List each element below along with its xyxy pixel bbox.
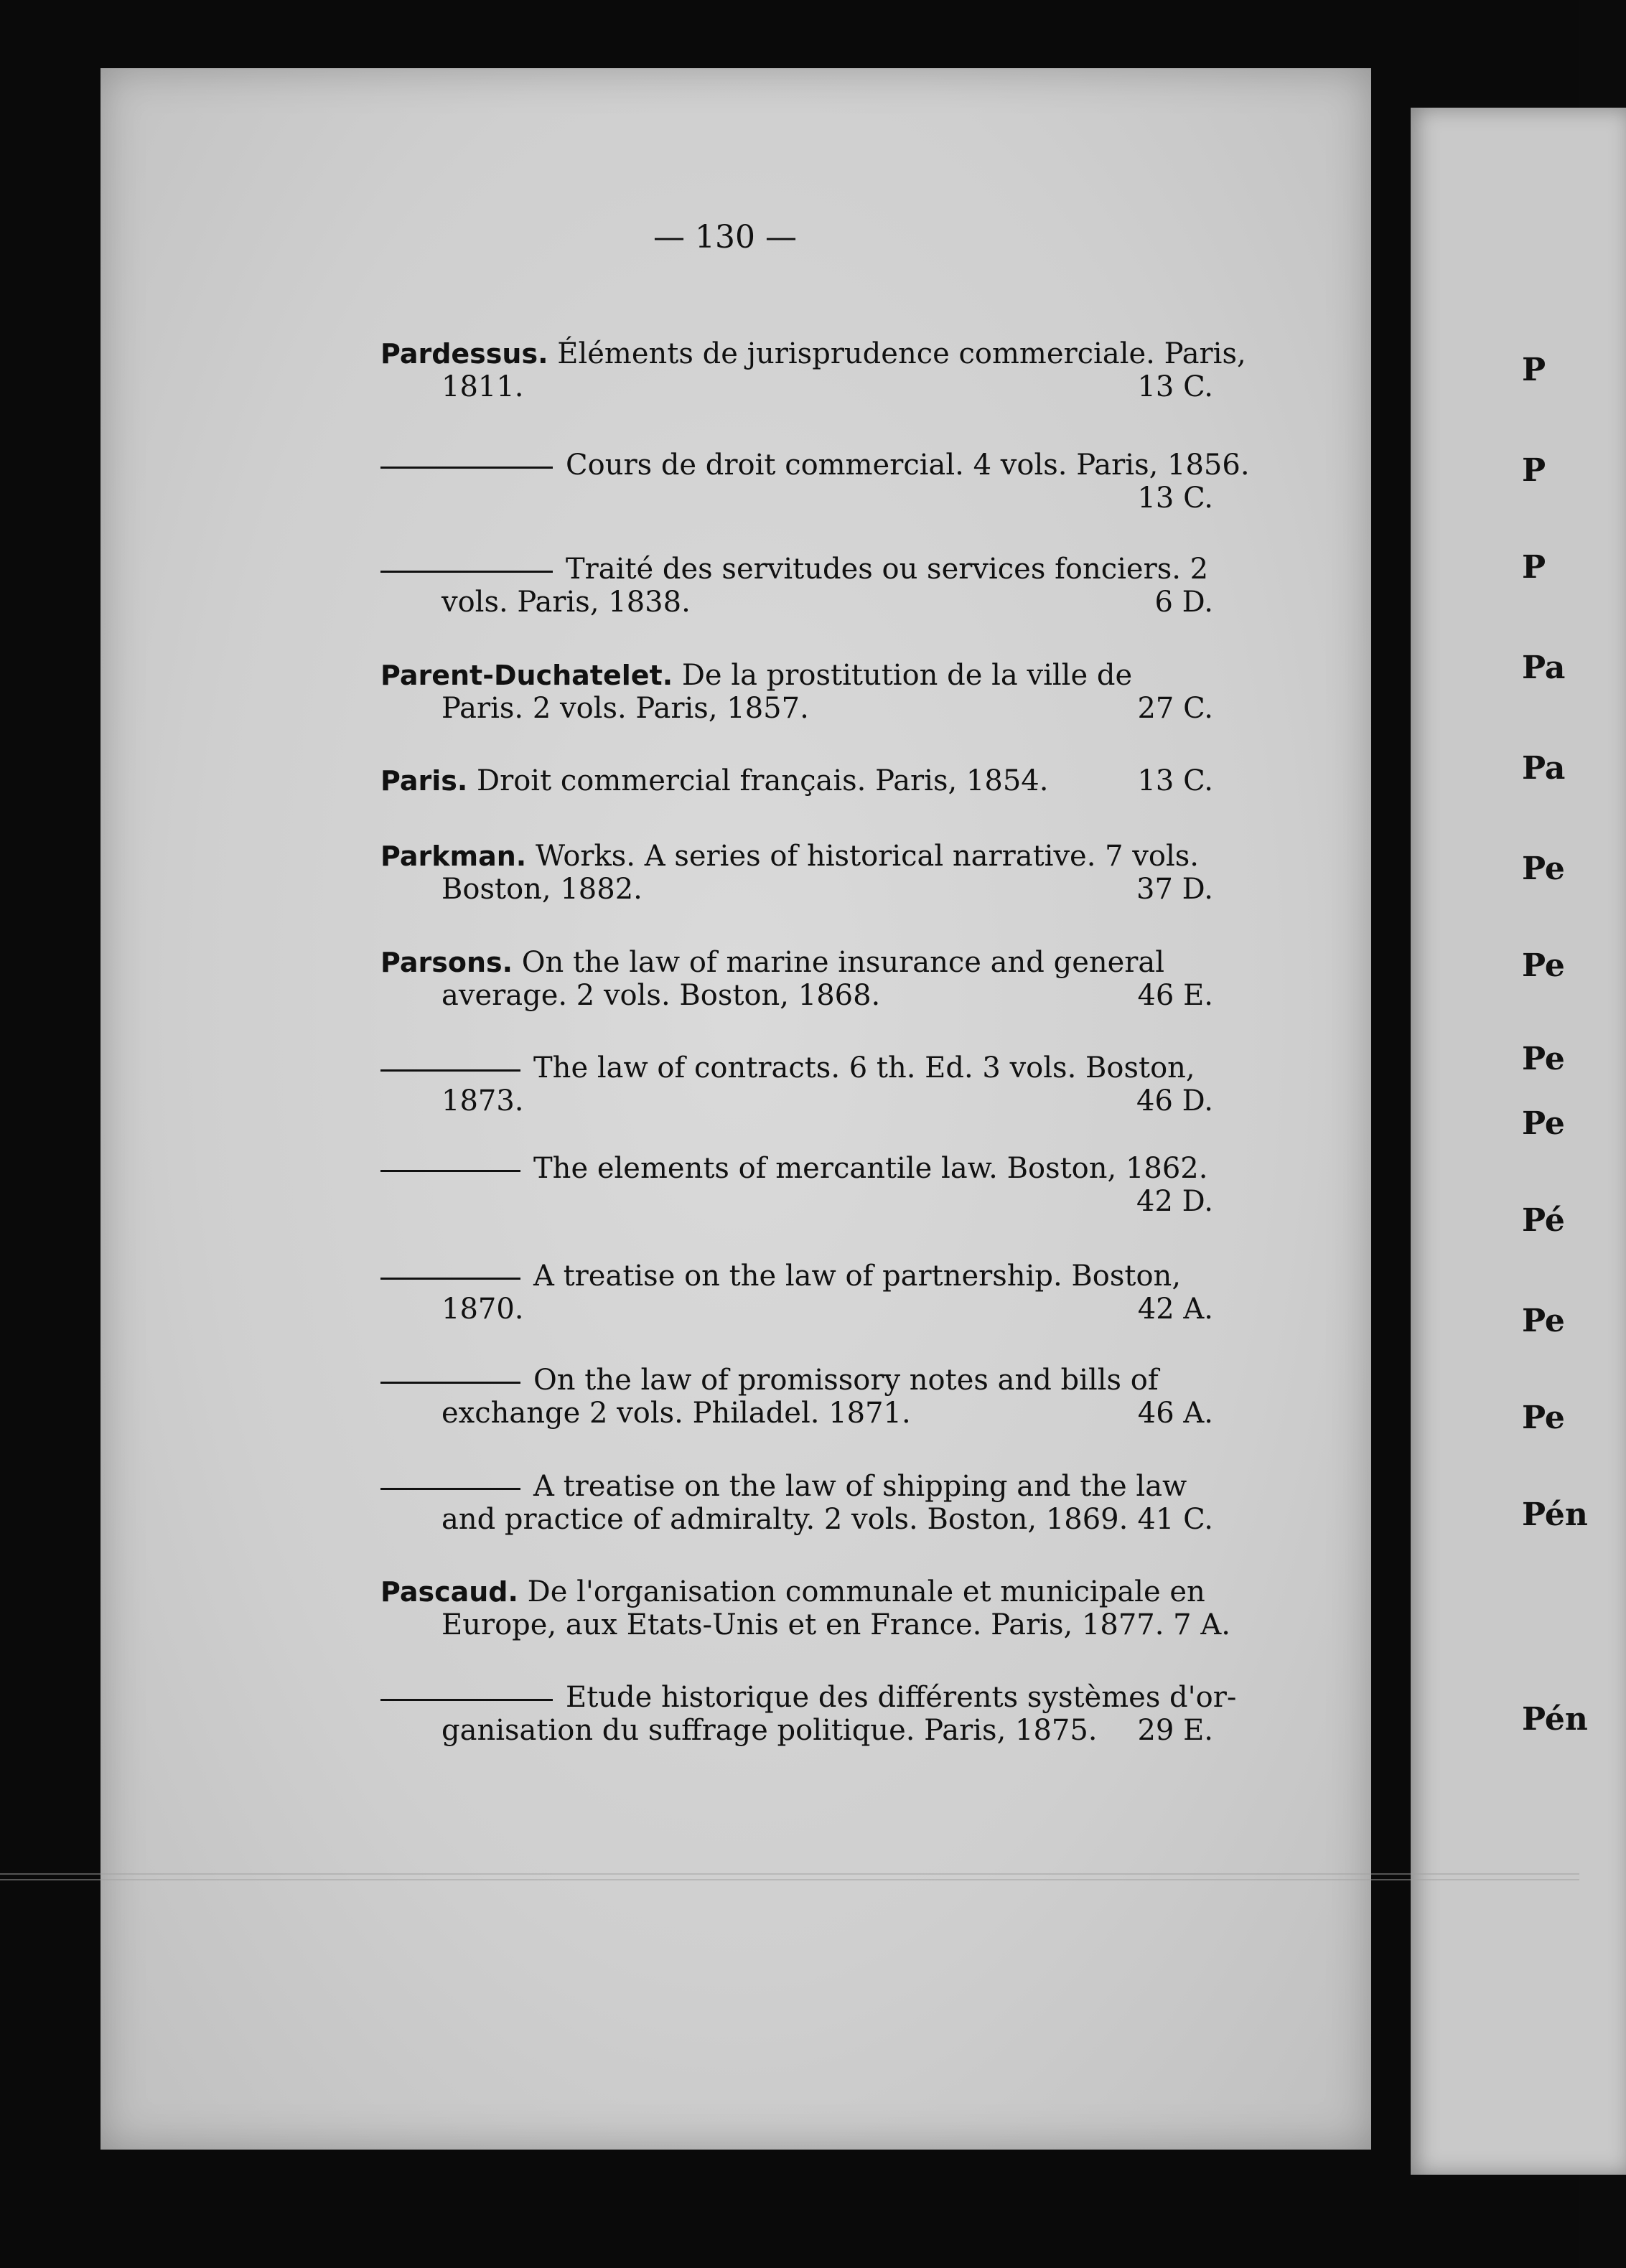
entry-text: Works. A series of historical narrative. 7 vols. bbox=[535, 840, 1200, 873]
catalog-entry bbox=[380, 1364, 1213, 1430]
catalog-entry bbox=[380, 337, 1246, 403]
page-number: — 130 — bbox=[653, 219, 797, 256]
adjacent-initial: Pa bbox=[1522, 650, 1566, 686]
entry-text: 1870. bbox=[441, 1293, 524, 1326]
entry-text: vols. Paris, 1838. bbox=[441, 586, 691, 619]
adjacent-initial: Pe bbox=[1522, 1105, 1565, 1142]
catalog-entry bbox=[380, 946, 1213, 1012]
adjacent-initial: P bbox=[1522, 452, 1546, 489]
entry-author: Parsons. bbox=[380, 947, 513, 978]
adjacent-initial: Pe bbox=[1522, 1041, 1565, 1077]
shelf-code: 13 C. bbox=[1137, 482, 1213, 515]
adjacent-initial: Pé bbox=[1522, 1202, 1565, 1239]
shelf-code: 42 A. bbox=[1137, 1293, 1213, 1326]
shelf-code: 37 D. bbox=[1136, 873, 1213, 906]
entry-text: 1811. bbox=[441, 370, 524, 403]
adjacent-initial: Pén bbox=[1522, 1496, 1588, 1533]
entry-text: exchange 2 vols. Philadel. 1871. bbox=[441, 1397, 911, 1430]
catalog-entry bbox=[380, 553, 1213, 619]
entry-text: 1873. bbox=[441, 1084, 524, 1117]
entry-text: De l'organisation communale et municipale en bbox=[527, 1575, 1205, 1608]
entry-text: Europe, aux Etats-Unis et en France. Paris, 1877. bbox=[441, 1608, 1164, 1641]
entry-text: De la prostitution de la ville de bbox=[681, 659, 1133, 692]
shelf-code: 46 D. bbox=[1136, 1084, 1213, 1117]
shelf-code: 27 C. bbox=[1137, 692, 1213, 725]
adjacent-initial: P bbox=[1522, 549, 1546, 586]
shelf-code: 41 C. bbox=[1137, 1503, 1213, 1536]
entry-text: On the law of promissory notes and bills of bbox=[533, 1364, 1159, 1397]
catalog-entry bbox=[380, 449, 1250, 515]
ditto-dash bbox=[380, 1488, 520, 1490]
ditto-dash bbox=[380, 1278, 520, 1280]
entry-text: Boston, 1882. bbox=[441, 873, 643, 906]
entry-text: Paris. 2 vols. Paris, 1857. bbox=[441, 692, 809, 725]
entry-author: Parkman. bbox=[380, 840, 527, 872]
entry-text: average. 2 vols. Boston, 1868. bbox=[441, 979, 881, 1012]
adjacent-initial: Pa bbox=[1522, 750, 1566, 787]
entry-author: Pascaud. bbox=[380, 1576, 518, 1608]
catalog-entry bbox=[380, 1152, 1213, 1218]
adjacent-initial: Pe bbox=[1522, 947, 1565, 984]
catalog-entry bbox=[380, 1051, 1213, 1117]
ditto-dash bbox=[380, 467, 553, 469]
ditto-dash bbox=[380, 1069, 520, 1072]
entry-text: Etude historique des différents systèmes d'or- bbox=[566, 1681, 1237, 1714]
shelf-code: 6 D. bbox=[1154, 586, 1213, 619]
adjacent-initial: P bbox=[1522, 352, 1546, 388]
shelf-code: 13 C. bbox=[1137, 764, 1213, 797]
entry-text: and practice of admiralty. 2 vols. Boston, 1869. bbox=[441, 1503, 1129, 1536]
catalog-entry bbox=[380, 764, 1213, 797]
entry-author: Paris. bbox=[380, 765, 468, 797]
entry-text: Traité des servitudes ou services fonciers. 2 bbox=[566, 553, 1209, 586]
entry-author: Parent-Duchatelet. bbox=[380, 660, 673, 691]
catalog-entry bbox=[380, 659, 1213, 725]
shelf-code: 7 A. bbox=[1173, 1608, 1230, 1641]
adjacent-initial: Pén bbox=[1522, 1701, 1588, 1738]
adjacent-initial: Pe bbox=[1522, 851, 1565, 887]
entry-text: A treatise on the law of shipping and the law bbox=[533, 1470, 1187, 1503]
catalog-entry bbox=[380, 1260, 1213, 1326]
shelf-code: 42 D. bbox=[1136, 1185, 1213, 1218]
ditto-dash bbox=[380, 1382, 520, 1384]
ditto-dash bbox=[380, 571, 553, 573]
adjacent-page bbox=[1411, 108, 1626, 2175]
entry-text: Éléments de jurisprudence commerciale. Paris, bbox=[557, 337, 1246, 370]
entry-text: The elements of mercantile law. Boston, 1862. bbox=[533, 1152, 1208, 1185]
ditto-dash bbox=[380, 1699, 553, 1701]
catalog-entry bbox=[380, 840, 1213, 906]
adjacent-initial: Pe bbox=[1522, 1400, 1565, 1436]
entry-text: The law of contracts. 6 th. Ed. 3 vols. Boston, bbox=[533, 1051, 1195, 1084]
shelf-code: 13 C. bbox=[1137, 370, 1213, 403]
entry-text: ganisation du suffrage politique. Paris, 1875. bbox=[441, 1714, 1098, 1747]
shelf-code: 46 E. bbox=[1137, 979, 1213, 1012]
catalog-entry bbox=[380, 1470, 1213, 1536]
scan-artifact-line bbox=[0, 1873, 1579, 1880]
entry-text: On the law of marine insurance and general bbox=[521, 946, 1165, 979]
shelf-code: 29 E. bbox=[1137, 1714, 1213, 1747]
entry-text: A treatise on the law of partnership. Boston, bbox=[533, 1260, 1182, 1293]
adjacent-initial: Pe bbox=[1522, 1303, 1565, 1339]
entry-text: Cours de droit commercial. 4 vols. Paris, 1856. bbox=[566, 449, 1250, 482]
entry-author: Pardessus. bbox=[380, 338, 548, 370]
entry-text: Droit commercial français. Paris, 1854. bbox=[477, 764, 1049, 797]
catalog-entry bbox=[380, 1575, 1230, 1641]
ditto-dash bbox=[380, 1170, 520, 1172]
catalog-entry bbox=[380, 1681, 1237, 1747]
shelf-code: 46 A. bbox=[1137, 1397, 1213, 1430]
